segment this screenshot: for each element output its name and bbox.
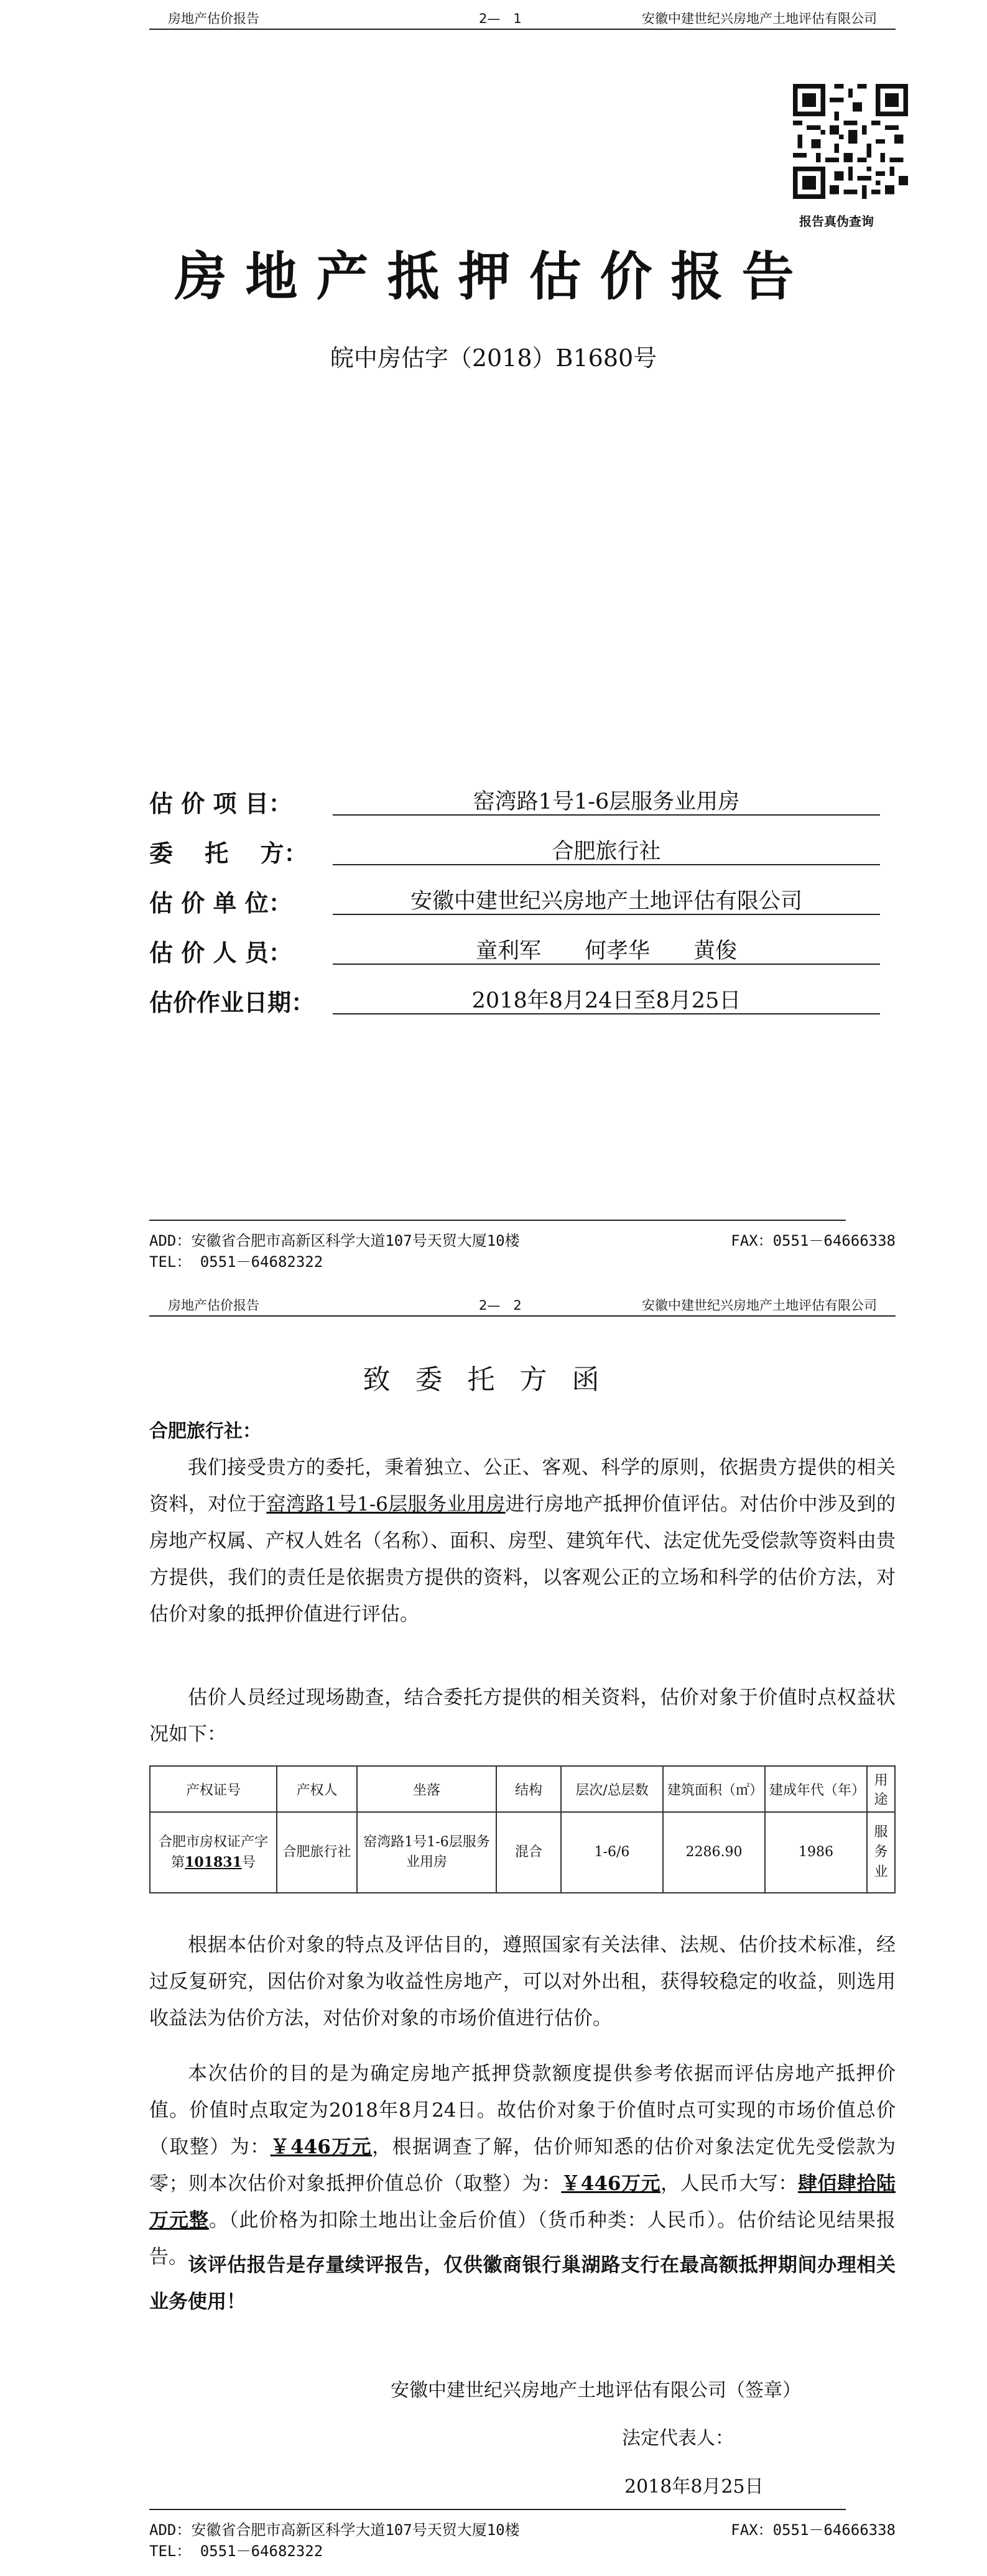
p5-text: 该评估报告是存量续评报告，仅供徽商银行巢湖路支行在最高额抵押期间办理相关业务使用！ [149, 2254, 896, 2313]
market-value: ￥446万元 [270, 2136, 373, 2158]
info-label: 委 托 方： [149, 840, 308, 867]
header-page-number: 2— 2 [479, 1298, 522, 1313]
info-row-appraisers [149, 934, 896, 971]
cell-owner: 合肥旅行社 [277, 1812, 357, 1893]
letter-page [0, 1287, 987, 2576]
value-in-words: 肆佰肆拾陆万元整 [149, 2173, 896, 2232]
header-title: 房地产估价报告 [168, 11, 259, 26]
info-value: 合肥旅行社 [333, 834, 880, 865]
p1-text-a: 我们接受贵方的委托，秉着独立、公正、客观、科学的原则，依据贵方提供的相关资料，对位于 [149, 1456, 896, 1516]
page-header [149, 1290, 896, 1317]
info-label: 估价作业日期： [149, 989, 315, 1016]
paragraph-1 [149, 1450, 896, 1633]
cell-cert: 合肥市房权证产字第101831号 [150, 1812, 277, 1893]
info-label: 估 价 人 员： [149, 939, 292, 967]
p1-text-b: 进行房地产抵押价值评估。对估价中涉及到的房地产权属、产权人姓名（名称）、面积、房型、建筑年代、法定优先受偿款等资料由贵方提供，我们的责任是依据贵方提供的资料，以客观公正的立场和科学的估价方法，对估价对象的抵押价值进行评估。 [149, 1493, 896, 1626]
info-row-dates [149, 983, 896, 1021]
property-rights-table [149, 1765, 896, 1893]
cell-area: 2286.90 [663, 1812, 765, 1893]
footer-rule [149, 2509, 846, 2510]
report-title: 房地产抵押估价报告 [174, 246, 813, 307]
info-label: 估 价 项 目： [149, 790, 292, 817]
signature-date: 2018年8月25日 [624, 2476, 764, 2498]
table-header: 产权证号 [150, 1766, 277, 1812]
footer-fax: FAX：0551－64666338 [731, 1232, 896, 1249]
info-value: 窑湾路1号1-6层服务业用房 [333, 784, 880, 816]
cell-year: 1986 [765, 1812, 867, 1893]
info-row-client [149, 834, 896, 872]
addressee: 合肥旅行社： [149, 1420, 261, 1442]
footer-address: ADD：安徽省合肥市高新区科学大道107号天贸大厦10楼 [149, 2521, 520, 2539]
cell-floors: 1-6/6 [561, 1812, 663, 1893]
table-header: 产权人 [277, 1766, 357, 1812]
table-header: 坐落 [357, 1766, 496, 1812]
table-header: 结构 [496, 1766, 561, 1812]
p2-text: 估价人员经过现场勘查，结合委托方提供的相关资料，估价对象于价值时点权益状况如下： [149, 1686, 896, 1746]
header-company: 安徽中建世纪兴房地产土地评估有限公司 [642, 1298, 877, 1313]
table-header: 建成年代（年） [765, 1766, 867, 1812]
info-value: 2018年8月24日至8月25日 [333, 983, 880, 1014]
info-value: 安徽中建世纪兴房地产土地评估有限公司 [333, 884, 880, 915]
header-title: 房地产估价报告 [168, 1298, 259, 1313]
page-header [149, 4, 896, 30]
cert-number: 101831 [185, 1854, 242, 1870]
footer-tel: TEL： 0551－64682322 [149, 2542, 323, 2560]
mortgage-value: ￥446万元 [561, 2173, 661, 2195]
table-header: 建筑面积（㎡） [663, 1766, 765, 1812]
paragraph-3 [149, 1927, 896, 2037]
table-header: 层次/总层数 [561, 1766, 663, 1812]
table-header-row [150, 1766, 895, 1812]
cell-location: 窑湾路1号1-6层服务业用房 [357, 1812, 496, 1893]
footer-address: ADD：安徽省合肥市高新区科学大道107号天贸大厦10楼 [149, 1232, 520, 1249]
header-company: 安徽中建世纪兴房地产土地评估有限公司 [642, 11, 877, 26]
info-label: 估 价 单 位： [149, 890, 292, 917]
paragraph-4: 本次估价的目的是为确定房地产抵押贷款额度提供参考依据而评估房地产抵押价值。价值时点取定为2018年8月24日。故估价对象于价值时点可实现的市场价值总价（取整）为：￥446万元，根据调查了解，估价师知悉的估价对象法定优先受偿款为零；则本次估价对象抵押价值总价（取整）为：￥446万元，人民币大写：肆佰肆拾陆万元整。（此价格为扣除土地出让金后价值）（货币种类：人民币）。估价结论见结果报告。 [149, 2063, 896, 2268]
qr-code-image [793, 84, 908, 199]
info-value: 童利军 何孝华 黄俊 [333, 934, 880, 965]
signature-representative: 法定代表人： [622, 2427, 734, 2449]
header-page-number: 2— 1 [479, 11, 522, 26]
qr-caption: 报告真伪查询 [799, 214, 874, 229]
signature-company: 安徽中建世纪兴房地产土地评估有限公司（签章） [391, 2380, 801, 2401]
p1-property-underlined: 窑湾路1号1-6层服务业用房 [266, 1493, 506, 1516]
footer-rule [149, 1220, 846, 1221]
p3-text: 根据本估价对象的特点及评估目的，遵照国家有关法律、法规、估价技术标准，经过反复研究，因估价对象为收益性房地产，可以对外出租，获得较稳定的收益，则选用收益法为估价方法，对估价对象的市场价值进行估价。 [149, 1934, 896, 2030]
info-row-project [149, 784, 896, 822]
letter-title: 致委托方函 [363, 1364, 624, 1396]
footer-tel: TEL： 0551－64682322 [149, 1253, 323, 1271]
cell-structure: 混合 [496, 1812, 561, 1893]
cell-use: 服务业 [867, 1812, 895, 1893]
paragraph-5 [149, 2247, 896, 2321]
cover-page [0, 0, 987, 1287]
table-header: 用途 [867, 1766, 895, 1812]
paragraph-2 [149, 1680, 896, 1753]
info-row-appraiser-org [149, 884, 896, 921]
report-number: 皖中房估字（2018）B1680号 [330, 344, 657, 372]
table-row [150, 1812, 895, 1893]
footer-fax: FAX：0551－64666338 [731, 2521, 896, 2539]
